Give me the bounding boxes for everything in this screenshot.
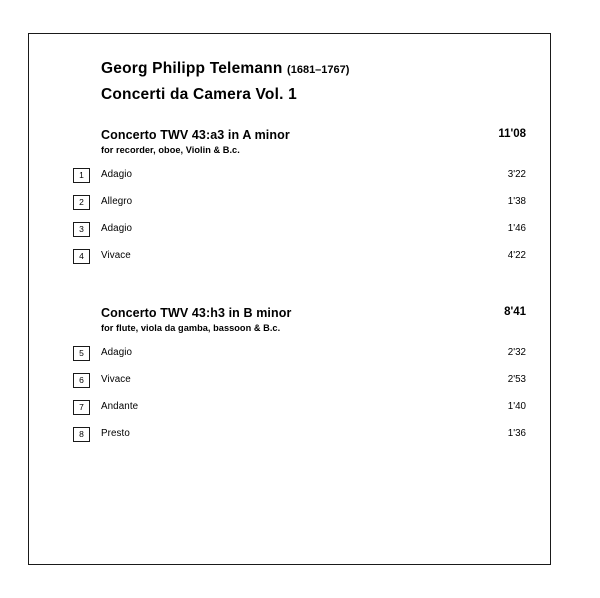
track-row [79,370,526,397]
track-title: Presto [101,428,130,440]
album-title: Concerti da Camera Vol. 1 [101,85,297,103]
track-number: 6 [73,373,90,388]
track-row [79,424,526,451]
booklet-content [79,60,526,451]
track-title: Adagio [101,223,133,235]
booklet-border-frame [28,33,551,565]
work-block [79,128,526,273]
track-duration: 1'46 [507,223,526,235]
track-row [79,343,526,370]
track-duration: 2'32 [507,347,526,359]
work-header [101,306,526,336]
track-duration: 2'53 [507,374,526,386]
composer-dates: (1681–1767) [287,64,350,76]
track-number: 5 [73,346,90,361]
track-title: Vivace [101,374,131,386]
work-total-duration: 11'08 [498,128,526,141]
work-title: Concerto TWV 43:h3 in B minor [101,306,292,321]
track-title: Andante [101,401,139,413]
track-number: 3 [73,222,90,237]
track-duration: 1'36 [507,428,526,440]
track-list [79,165,526,273]
work-block [79,306,526,451]
track-number: 8 [73,427,90,442]
track-row [79,165,526,192]
track-row [79,219,526,246]
track-duration: 1'40 [507,401,526,413]
track-number: 7 [73,400,90,415]
track-row [79,246,526,273]
track-duration: 4'22 [507,250,526,262]
track-title: Allegro [101,196,133,208]
track-row [79,397,526,424]
track-row [79,192,526,219]
work-header [101,128,526,158]
work-scoring: for flute, viola da gamba, bassoon & B.c. [101,322,281,333]
track-duration: 3'22 [507,169,526,181]
track-number: 2 [73,195,90,210]
track-list [79,343,526,451]
work-title: Concerto TWV 43:a3 in A minor [101,128,290,143]
composer-name: Georg Philipp Telemann [101,60,283,77]
track-title: Vivace [101,250,131,262]
track-duration: 1'38 [507,196,526,208]
work-total-duration: 8'41 [504,306,526,319]
track-title: Adagio [101,169,133,181]
track-number: 4 [73,249,90,264]
work-scoring: for recorder, oboe, Violin & B.c. [101,144,240,155]
composer-heading [101,60,526,79]
track-title: Adagio [101,347,133,359]
track-number: 1 [73,168,90,183]
